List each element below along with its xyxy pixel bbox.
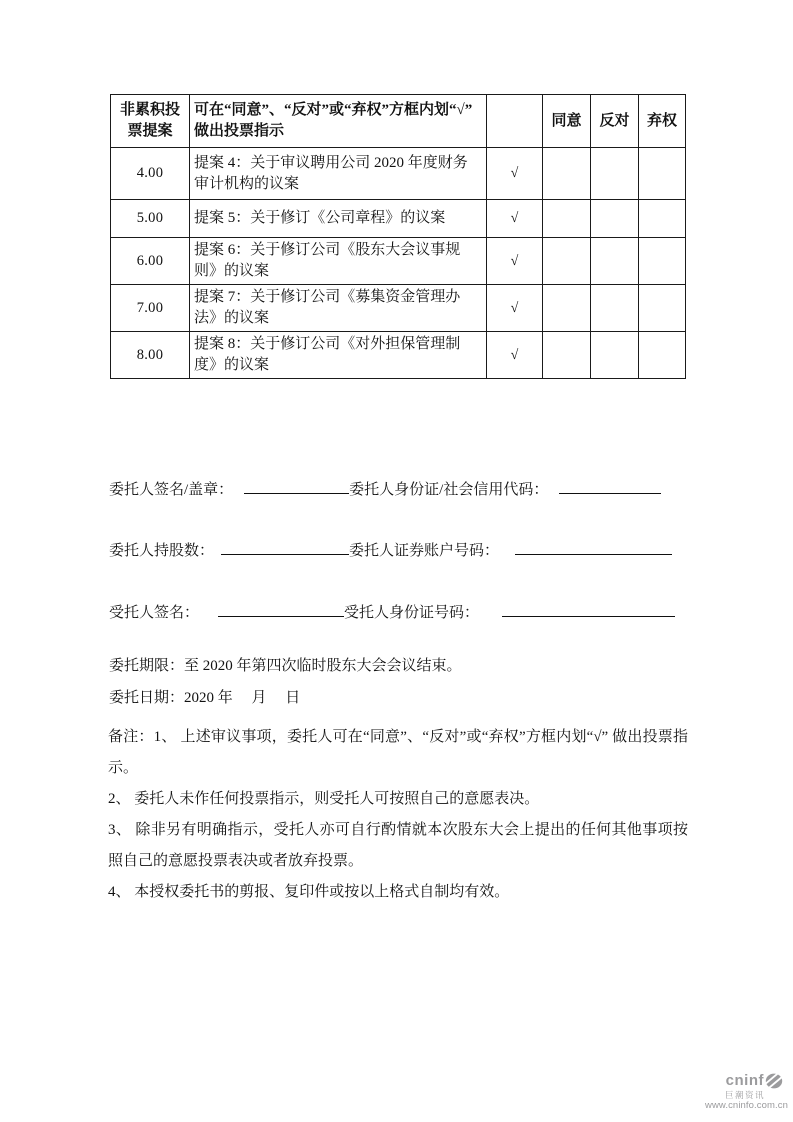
remark-item: 备注：1、 上述审议事项，委托人可在“同意”、“反对”或“弃权”方框内划“√” 做出投票指示。 bbox=[108, 729, 688, 776]
proxy-period-line: 委托期限：至 2020 年第四次临时股东大会会议结束。 bbox=[109, 658, 462, 674]
proposal-description-cell: 提案 4：关于审议聘用公司 2020 年度财务审计机构的议案 bbox=[190, 148, 487, 200]
proposal-row bbox=[111, 238, 686, 285]
header-instruction-col: 可在“同意”、“反对”或“弃权”方框内划“√” 做出投票指示 bbox=[190, 95, 487, 148]
vote-checkmark: √ bbox=[487, 148, 543, 200]
cninfo-brand-text: cninf bbox=[725, 1072, 764, 1089]
table-header-row bbox=[111, 95, 686, 148]
against-cell bbox=[591, 285, 639, 332]
cninfo-swirl-icon bbox=[765, 1073, 783, 1089]
proposal-code-cell: 5.00 bbox=[111, 200, 190, 238]
agree-cell bbox=[543, 332, 591, 379]
fill-in-line bbox=[221, 538, 349, 555]
fill-in-line bbox=[515, 538, 672, 555]
grantor-account-label: 委托人证券账户号码： bbox=[349, 543, 500, 559]
voting-table bbox=[110, 94, 686, 379]
abstain-cell bbox=[639, 148, 686, 200]
cninfo-logo bbox=[704, 1073, 788, 1111]
proposal-row bbox=[111, 285, 686, 332]
proposal-description-cell: 提案 5：关于修订《公司章程》的议案 bbox=[190, 200, 487, 238]
header-proposal-col: 非累积投票提案 bbox=[111, 95, 190, 148]
agree-cell bbox=[543, 238, 591, 285]
remarks-section bbox=[108, 722, 688, 908]
grantor-signature-label: 委托人签名/盖章： bbox=[109, 482, 234, 498]
against-cell bbox=[591, 332, 639, 379]
fill-in-line bbox=[244, 477, 349, 494]
proposal-description-cell: 提案 6：关于修订公司《股东大会议事规则》的议案 bbox=[190, 238, 487, 285]
agree-cell bbox=[543, 200, 591, 238]
agree-cell bbox=[543, 148, 591, 200]
trustee-signature-label: 受托人签名： bbox=[109, 605, 200, 621]
proposal-row bbox=[111, 332, 686, 379]
proposal-description-cell: 提案 8：关于修订公司《对外担保管理制度》的议案 bbox=[190, 332, 487, 379]
header-against-col: 反对 bbox=[591, 95, 639, 148]
cninfo-chinese-name: 巨潮资讯 bbox=[724, 1089, 765, 1100]
against-cell bbox=[591, 238, 639, 285]
against-cell bbox=[591, 200, 639, 238]
trustee-signature-row bbox=[109, 600, 675, 623]
vote-checkmark: √ bbox=[487, 332, 543, 379]
remark-item: 3、 除非另有明确指示，受托人亦可自行酌情就本次股东大会上提出的任何其他事项按照自己的意愿投票表决或者放弃投票。 bbox=[108, 822, 688, 869]
abstain-cell bbox=[639, 200, 686, 238]
grantor-shares-label: 委托人持股数： bbox=[109, 543, 215, 559]
trustee-id-label: 受托人身份证号码： bbox=[344, 605, 480, 621]
proxy-date-line: 委托日期：2020 年 月 日 bbox=[109, 690, 301, 706]
cninfo-brand-row bbox=[704, 1073, 788, 1090]
header-agree-col: 同意 bbox=[543, 95, 591, 148]
grantor-id-label: 委托人身份证/社会信用代码： bbox=[349, 482, 549, 498]
remark-item: 2、 委托人未作任何投票指示，则受托人可按照自己的意愿表决。 bbox=[108, 791, 540, 807]
agree-cell bbox=[543, 285, 591, 332]
fill-in-line bbox=[502, 600, 675, 617]
proposal-code-cell: 8.00 bbox=[111, 332, 190, 379]
proposal-code-cell: 6.00 bbox=[111, 238, 190, 285]
vote-checkmark: √ bbox=[487, 285, 543, 332]
against-cell bbox=[591, 148, 639, 200]
proposal-row bbox=[111, 200, 686, 238]
abstain-cell bbox=[639, 238, 686, 285]
proposal-description-cell: 提案 7：关于修订公司《募集资金管理办法》的议案 bbox=[190, 285, 487, 332]
grantor-shares-row bbox=[109, 538, 672, 561]
header-tick-col bbox=[487, 95, 543, 148]
proposal-code-cell: 7.00 bbox=[111, 285, 190, 332]
header-abstain-col: 弃权 bbox=[639, 95, 686, 148]
proposal-code-cell: 4.00 bbox=[111, 148, 190, 200]
cninfo-url: www.cninfo.com.cn bbox=[704, 1099, 788, 1111]
abstain-cell bbox=[639, 332, 686, 379]
vote-checkmark: √ bbox=[487, 200, 543, 238]
fill-in-line bbox=[559, 477, 661, 494]
abstain-cell bbox=[639, 285, 686, 332]
proposal-row bbox=[111, 148, 686, 200]
grantor-signature-row bbox=[109, 477, 661, 500]
vote-checkmark: √ bbox=[487, 238, 543, 285]
fill-in-line bbox=[218, 600, 344, 617]
remark-item: 4、 本授权委托书的剪报、复印件或按以上格式自制均有效。 bbox=[108, 884, 510, 900]
